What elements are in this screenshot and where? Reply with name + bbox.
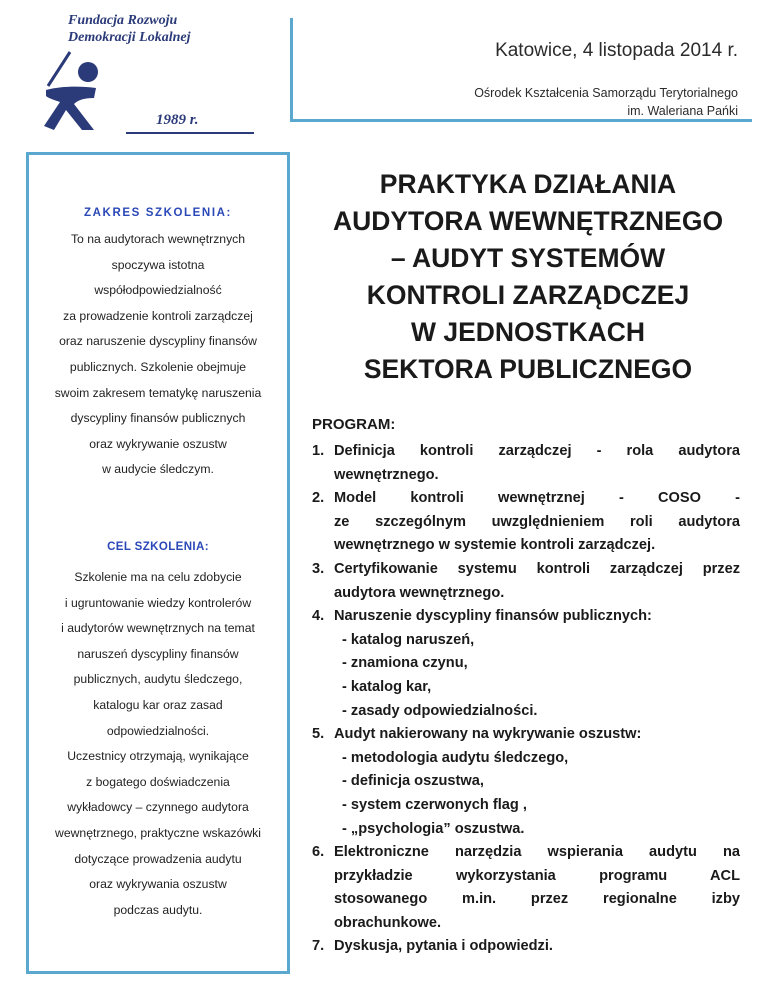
goal-line: wewnętrznego, praktyczne wskazówki	[55, 825, 261, 840]
program-item	[312, 935, 740, 959]
item-number: 1.	[312, 443, 325, 459]
program-label: PROGRAM:	[312, 416, 396, 433]
scope-line: spoczywa istotna	[111, 257, 205, 272]
item-number: 3.	[312, 560, 325, 577]
item-line: Dyskusja, pytania i odpowiedzi.	[334, 938, 553, 955]
sub-item: - metodologia audytu śledczego,	[342, 749, 569, 766]
goal-line: podczas audytu.	[113, 902, 203, 917]
item-number: 2.	[312, 490, 325, 507]
header-institution	[474, 84, 738, 120]
logo-divider	[126, 132, 254, 134]
sub-item: - „psychologia” oszustwa.	[342, 820, 525, 837]
sub-item: - katalog naruszeń,	[342, 631, 475, 648]
program-item	[312, 841, 740, 935]
program-item	[312, 605, 740, 723]
item-number: 4.	[312, 608, 325, 625]
scope-line: w audycie śledczym.	[102, 462, 214, 477]
item-line: stosowanego m.in. przez regionalne izby	[334, 891, 740, 908]
program-list	[312, 440, 740, 959]
logo	[40, 12, 240, 132]
title-line: – AUDYT SYSTEMÓW	[390, 243, 666, 273]
scope-line: oraz naruszenie dyscypliny finansów	[59, 334, 257, 349]
scope-line: To na audytorach wewnętrznych	[70, 232, 246, 246]
item-line: audytora wewnętrznego.	[334, 584, 505, 601]
goal-line: katalogu kar oraz zasad	[93, 697, 223, 712]
scope-heading: ZAKRES SZKOLENIA:	[84, 207, 232, 219]
goal-line: publicznych, audytu śledczego,	[73, 672, 243, 687]
scope-line: dyscypliny finansów publicznych	[70, 411, 246, 426]
item-line: Definicja kontroli zarządczej - rola audytora	[334, 443, 740, 459]
goal-line: wykładowcy – czynnego audytora	[67, 800, 249, 815]
title-line: SEKTORA PUBLICZNEGO	[363, 354, 693, 384]
scope-line: oraz wykrywanie oszustw	[89, 436, 227, 451]
scope-line: za prowadzenie kontroli zarządczej	[63, 308, 253, 323]
goal-section	[29, 541, 287, 923]
title-line: KONTROLI ZARZĄDCZEJ	[366, 280, 690, 310]
program-item	[312, 487, 740, 558]
item-number: 5.	[312, 726, 325, 743]
goal-line: i ugruntowanie wiedzy kontrolerów	[64, 595, 252, 610]
item-line: Naruszenie dyscypliny finansów publicznych:	[334, 608, 652, 625]
goal-line: naruszeń dyscypliny finansów	[77, 646, 239, 661]
goal-line: z bogatego doświadczenia	[86, 774, 230, 789]
goal-line: oraz wykrywania oszustw	[89, 877, 227, 892]
sub-item: - definicja oszustwa,	[342, 773, 484, 790]
scope-line: współodpowiedzialność	[94, 283, 222, 298]
logo-org-line2: Demokracji Lokalnej	[68, 30, 191, 45]
logo-org-name	[68, 12, 258, 46]
logo-year: 1989 r.	[156, 112, 199, 128]
sub-item: - katalog kar,	[342, 678, 432, 695]
sidebar-box	[26, 152, 290, 974]
item-line: przykładzie wykorzystania programu ACL	[334, 867, 740, 884]
scope-section	[29, 207, 287, 483]
item-line: ze szczególnym uwzględnieniem roli audytora	[334, 513, 740, 530]
item-line: Certyfikowanie systemu kontroli zarządczej przez	[334, 560, 740, 577]
title-line: AUDYTORA WEWNĘTRZNEGO	[332, 206, 724, 236]
goal-heading: CEL SZKOLENIA:	[107, 541, 209, 553]
item-line: Elektroniczne narzędzia wspierania audytu na	[334, 844, 740, 861]
goal-line: dotyczące prowadzenia audytu	[74, 851, 242, 866]
item-line: wewnętrznego.	[334, 466, 439, 483]
sub-item: - znamiona czynu,	[342, 655, 468, 672]
sub-item: - system czerwonych flag ,	[342, 796, 527, 813]
item-line: Audyt nakierowany na wykrywanie oszustw:	[334, 726, 642, 743]
goal-line: Uczestnicy otrzymają, wynikające	[67, 749, 249, 764]
goal-line: i audytorów wewnętrznych na temat	[61, 621, 255, 636]
item-number: 7.	[312, 938, 325, 955]
header-box	[290, 18, 752, 122]
scope-line: swoim zakresem tematykę naruszenia	[54, 385, 262, 400]
logo-figure-icon	[40, 46, 116, 132]
logo-org-line1: Fundacja Rozwoju	[68, 13, 178, 28]
program-item	[312, 440, 740, 487]
item-line: Model kontroli wewnętrznej - COSO -	[334, 490, 740, 507]
institution-line2: im. Waleriana Pańki	[627, 104, 738, 118]
sub-item: - zasady odpowiedzialności.	[342, 702, 538, 719]
institution-line1: Ośrodek Kształcenia Samorządu Terytorialnego	[474, 86, 738, 100]
header-date: Katowice, 4 listopada 2014 r.	[495, 40, 738, 61]
scope-line: publicznych. Szkolenie obejmuje	[69, 359, 247, 374]
goal-line: Szkolenie ma na celu zdobycie	[74, 570, 242, 584]
program-item	[312, 558, 740, 605]
title-line: W JEDNOSTKACH	[410, 317, 646, 347]
program-item	[312, 723, 740, 841]
page-title	[304, 166, 752, 388]
item-line: obrachunkowe.	[334, 914, 442, 931]
title-line: PRAKTYKA DZIAŁANIA	[379, 169, 677, 199]
item-number: 6.	[312, 844, 325, 861]
item-line: wewnętrznego w systemie kontroli zarządczej.	[334, 537, 656, 554]
goal-line: odpowiedzialności.	[106, 723, 210, 738]
